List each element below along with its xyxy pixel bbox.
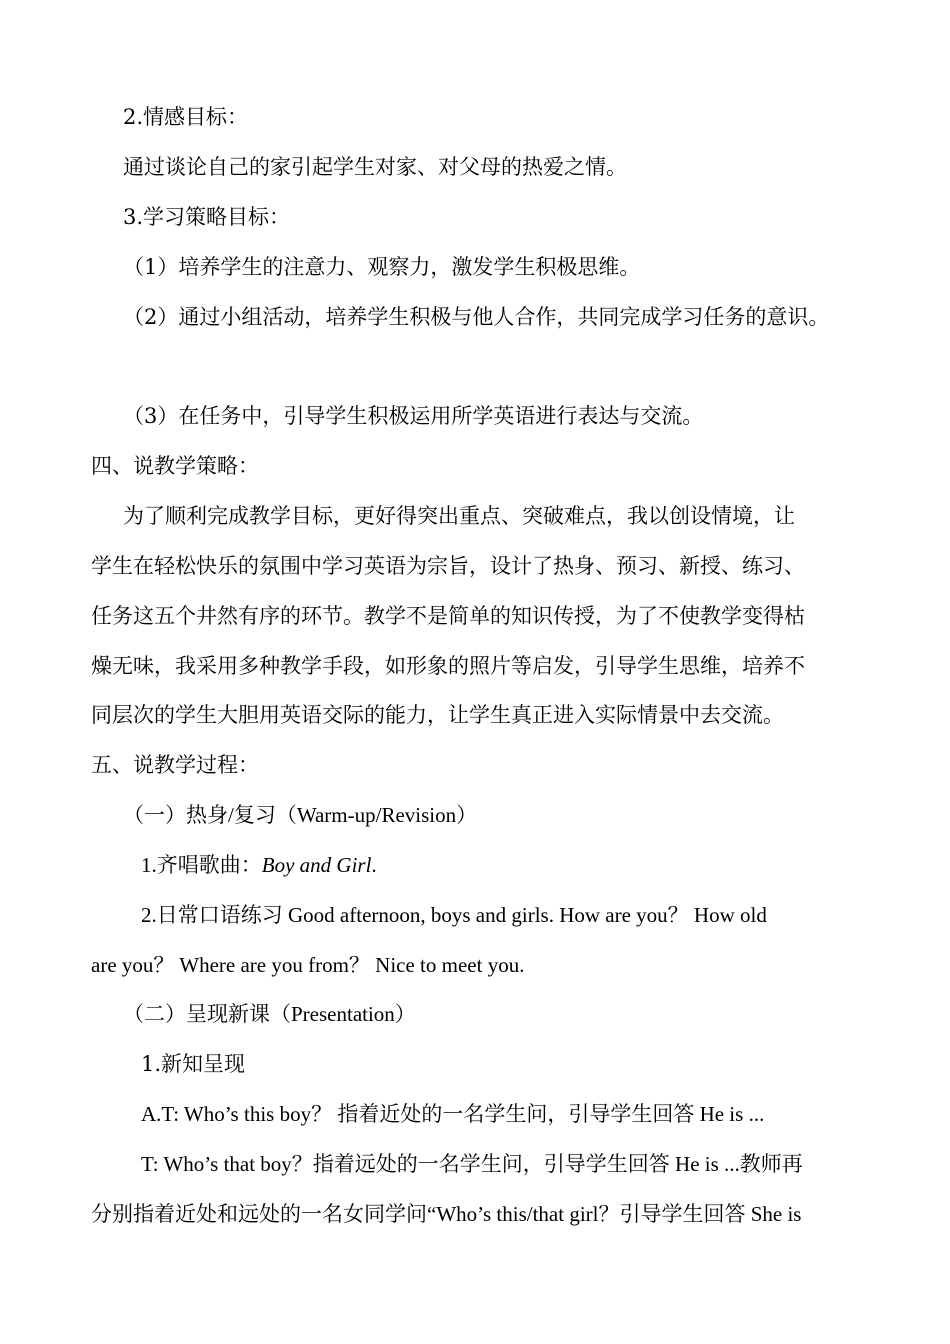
list-item-oral-practice: 2.日常口语练习 Good afternoon, boys and girls. How are you？ How old [141, 903, 767, 927]
subheading-warm-up: （一）热身/复习（Warm-up/Revision） [123, 803, 478, 827]
paragraph-line: 燥无味，我采用多种教学手段，如形象的照片等启发，引导学生思维，培养不 [91, 654, 805, 678]
list-item-new-knowledge: 1.新知呈现 [141, 1052, 246, 1076]
paragraph-line: are you？ Where are you from？ Nice to meet you. [91, 953, 525, 977]
paragraph-emotional-goal: 通过谈论自己的家引起学生对家、对父母的热爱之情。 [123, 155, 627, 179]
song-title: Boy and Girl [261, 853, 372, 877]
list-item-strategy-3: （3）在任务中，引导学生积极运用所学英语进行表达与交流。 [123, 404, 704, 428]
subheading-presentation: （二）呈现新课（Presentation） [123, 1002, 416, 1026]
paragraph-line: 为了顺利完成教学目标，更好得突出重点、突破难点，我以创设情境，让 [123, 504, 795, 528]
paragraph-line: 分别指着近处和远处的一名女同学问“Who’s this/that girl？引导学生回答 She is [91, 1202, 802, 1226]
heading-emotional-goal: 2.情感目标： [123, 105, 249, 129]
song-label: 1.齐唱歌曲： [141, 853, 262, 877]
heading-learning-strategy-goal: 3.学习策略目标： [123, 205, 291, 229]
list-item-strategy-1: （1）培养学生的注意力、观察力，激发学生积极思维。 [123, 255, 641, 279]
paragraph-line: 任务这五个井然有序的环节。教学不是简单的知识传授，为了不使教学变得枯 [91, 604, 805, 628]
paragraph-line: T: Who’s that boy？指着远处的一名学生问，引导学生回答 He is ...教师再 [141, 1152, 803, 1176]
list-item-strategy-2: （2）通过小组活动，培养学生积极与他人合作，共同完成学习任务的意识。 [123, 305, 830, 329]
list-item-song [141, 851, 377, 879]
paragraph-line: 学生在轻松快乐的氛围中学习英语为宗旨，设计了热身、预习、新授、练习、 [91, 554, 805, 578]
paragraph-line: 同层次的学生大胆用英语交际的能力，让学生真正进入实际情景中去交流。 [91, 703, 784, 727]
song-suffix: . [371, 853, 377, 877]
section-heading-teaching-process: 五、说教学过程： [91, 753, 259, 777]
paragraph-line: A.T: Who’s this boy？ 指着近处的一名学生问，引导学生回答 He is ... [141, 1102, 765, 1126]
section-heading-teaching-strategy: 四、说教学策略： [91, 454, 259, 478]
